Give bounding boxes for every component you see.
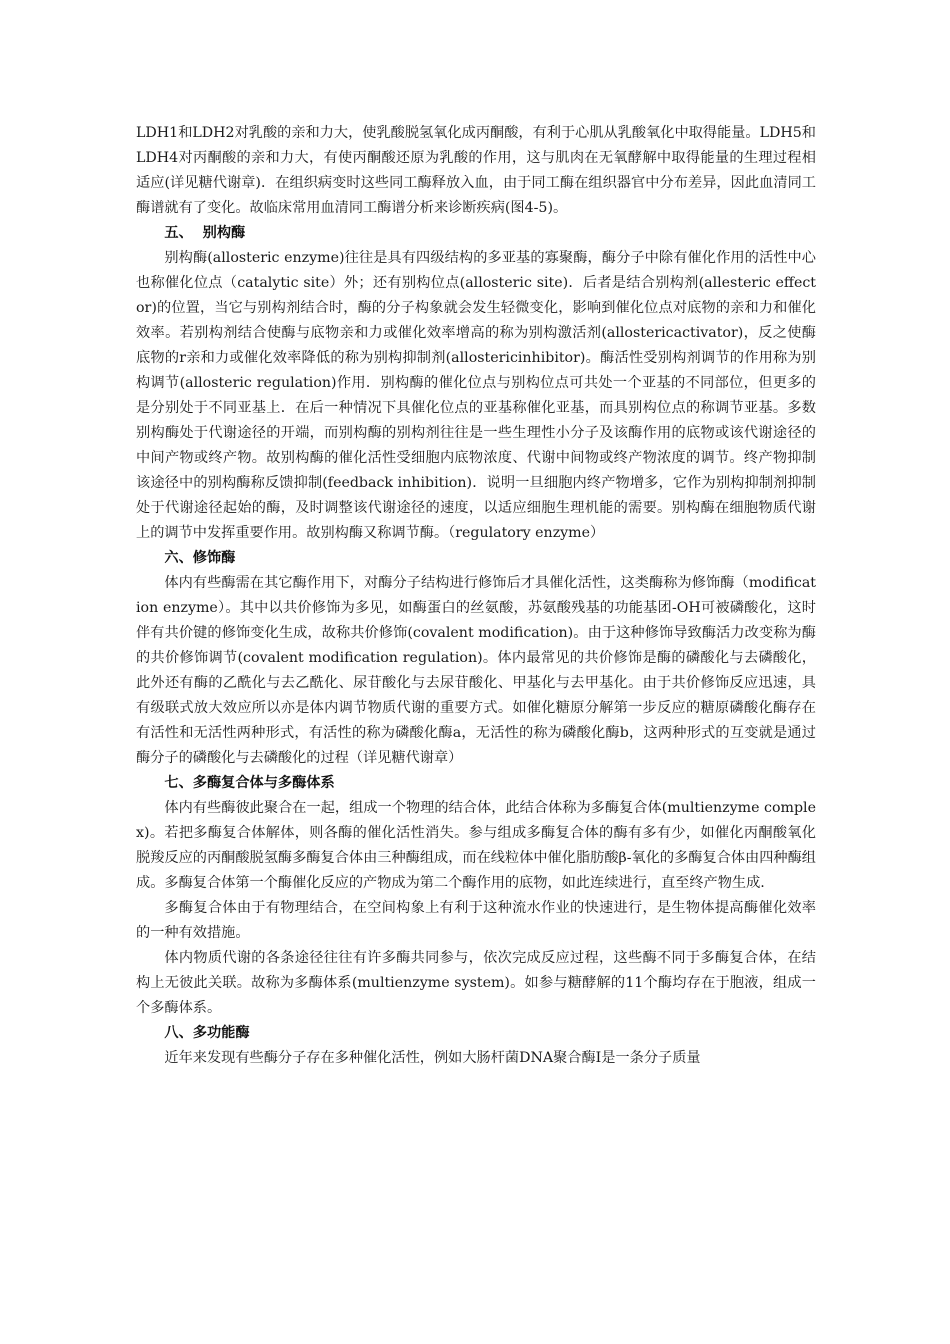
paragraph-ldh-isoenzymes: LDH1和LDH2对乳酸的亲和力大，使乳酸脱氢氧化成丙酮酸，有利于心肌从乳酸氧化中取得能量。LDH5和LDH4对丙酮酸的亲和力大，有使丙酮酸还原为乳酸的作用，这与肌肉在无氧酵解中取得能量的生理过程相适应(详见糖代谢章)．在组织病变时这些同工酶释放入血，由于同工酶在组织器官中分布差异，因此血清同工酶谱就有了变化。故临床常用血清同工酶谱分析来诊断疾病(图4-5)。 — [136, 125, 816, 216]
paragraph-multienzyme-complex: 体内有些酶彼此聚合在一起，组成一个物理的结合体，此结合体称为多酶复合体(multienzyme complex)。若把多酶复合体解体，则各酶的催化活性消失。参与组成多酶复合体的酶有多有少，如催化丙酮酸氧化脱羧反应的丙酮酸脱氢酶多酶复合体由三种酶组成，而在线粒体中催化脂肪酸β-氧化的多酶复合体由四种酶组成。多酶复合体第一个酶催化反应的产物成为第二个酶作用的底物，如此连续进行，直至终产物生成. — [136, 800, 816, 891]
section-heading-modification-enzyme: 六、修饰酶 — [164, 550, 236, 566]
paragraph-modification-enzyme: 体内有些酶需在其它酶作用下，对酶分子结构进行修饰后才具催化活性，这类酶称为修饰酶（modification enzyme）。其中以共价修饰为多见，如酶蛋白的丝氨酸，苏氨酸残基的功能基团-OH可被磷酸化，这时伴有共价键的修饰变化生成，故称共价修饰(covalent modification)。由于这种修饰导致酶活力改变称为酶的共价修饰调节(covalent modification regulation)。体内最常见的共价修饰是酶的磷酸化与去磷酸化，此外还有酶的乙酰化与去乙酰化、尿苷酸化与去尿苷酸化、甲基化与去甲基化。由于共价修饰反应迅速，具有级联式放大效应所以亦是体内调节物质代谢的重要方式。如催化糖原分解第一步反应的糖原磷酸化酶存在有活性和无活性两种形式，有活性的称为磷酸化酶a，无活性的称为磷酸化酶b，这两种形式的互变就是通过酶分子的磷酸化与去磷酸化的过程（详见糖代谢章） — [136, 575, 816, 766]
paragraph-multienzyme-efficiency: 多酶复合体由于有物理结合，在空间构象上有利于这种流水作业的快速进行，是生物体提高酶催化效率的一种有效措施。 — [136, 900, 816, 941]
paragraph-multienzyme-system: 体内物质代谢的各条途径往往有许多酶共同参与，依次完成反应过程，这些酶不同于多酶复合体，在结构上无彼此关联。故称为多酶体系(multienzyme system)。如参与糖酵解的11个酶均存在于胞液，组成一个多酶体系。 — [136, 950, 816, 1016]
document-page — [136, 121, 816, 1071]
paragraph-allosteric-enzyme: 别构酶(allosteric enzyme)往往是具有四级结构的多亚基的寡聚酶，酶分子中除有催化作用的活性中心也称催化位点（catalytic site）外；还有别构位点(allosteric site)．后者是结合别构剂(allesteric effector)的位置，当它与别构剂结合时，酶的分子构象就会发生轻微变化，影响到催化位点对底物的亲和力和催化效率。若别构剂结合使酶与底物亲和力或催化效率增高的称为别构激活剂(allostericactivator)，反之使酶底物的r亲和力或催化效率降低的称为别构抑制剂(allostericinhibitor)。酶活性受别构剂调节的作用称为别构调节(allosteric regulation)作用．别构酶的催化位点与别构位点可共处一个亚基的不同部位，但更多的是分别处于不同亚基上．在后一种情况下具催化位点的亚基称催化亚基，而具别构位点的称调节亚基。多数别构酶处于代谢途径的开端，而别构酶的别构剂往往是一些生理性小分子及该酶作用的底物或该代谢途径的中间产物或终产物。故别构酶的催化活性受细胞内底物浓度、代谢中间物或终产物浓度的调节。终产物抑制该途径中的别构酶称反馈抑制(feedback inhibition)．说明一旦细胞内终产物增多，它作为别构抑制剂抑制处于代谢途径起始的酶，及时调整该代谢途径的速度，以适应细胞生理机能的需要。别构酶在细胞物质代谢上的调节中发挥重要作用。故别构酶又称调节酶。（regulatory enzyme） — [136, 250, 816, 541]
section-heading-multifunctional-enzyme: 八、多功能酶 — [164, 1025, 250, 1041]
paragraph-multifunctional-enzyme: 近年来发现有些酶分子存在多种催化活性，例如大肠杆菌DNA聚合酶Ⅰ是一条分子质量 — [164, 1050, 701, 1066]
section-heading-allosteric-enzyme: 五、 别构酶 — [164, 225, 246, 241]
section-heading-multienzyme-complex: 七、多酶复合体与多酶体系 — [164, 775, 335, 791]
